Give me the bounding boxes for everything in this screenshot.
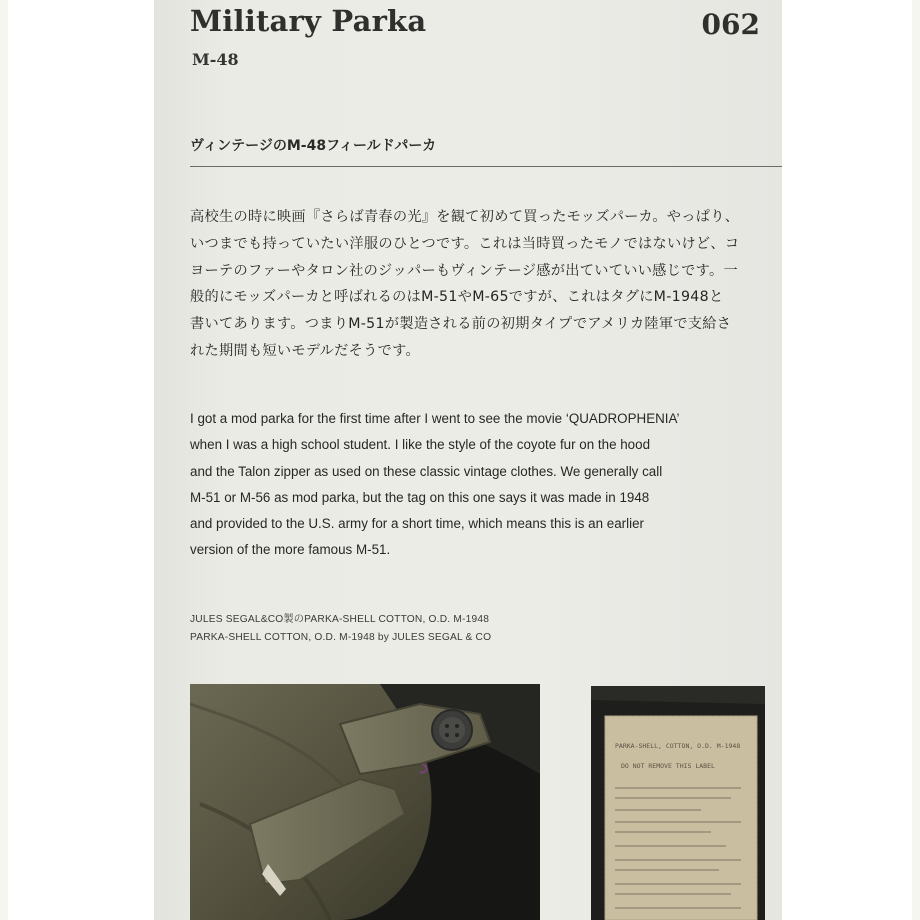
en-line: and the Talon zipper as used on these classic vintage clothes. We generally call	[190, 463, 663, 479]
caption-japanese: JULES SEGAL&CO製のPARKA-SHELL COTTON, O.D. M-1948	[190, 614, 490, 625]
photo-captions	[190, 611, 750, 647]
parka-label-illustration	[591, 686, 765, 920]
jp-line: ヨーテのファーやタロン社のジッパーもヴィンテージ感が出ていていい感じです。一	[190, 262, 738, 279]
page-number: 062	[701, 8, 760, 41]
parka-cuff-photo	[190, 684, 540, 920]
en-line: I got a mod parka for the first time after I went to see the movie ‘QUADROPHENIA’	[190, 411, 680, 426]
scan-frame	[8, 0, 912, 920]
heading-divider	[190, 166, 782, 167]
jp-line: 高校生の時に映画『さらば青春の光』を観て初めて買ったモッズパーカ。やっぱり、	[190, 209, 740, 225]
en-line: and provided to the U.S. army for a short time, which means this is an earlier	[190, 516, 644, 532]
jp-line: れた期間も短いモデルだそうです。	[190, 342, 420, 359]
en-line: version of the more famous M-51.	[190, 542, 391, 558]
en-line: when I was a high school student. I like the style of the coyote fur on the hood	[190, 437, 651, 453]
jp-line: 書いてあります。つまりM-51が製造される前の初期タイプでアメリカ陸軍で支給さ	[190, 316, 732, 333]
label-line-2: DO NOT REMOVE THIS LABEL	[621, 762, 715, 770]
en-line: M-51 or M-56 as mod parka, but the tag on this one says it was made in 1948	[190, 489, 650, 505]
model-subtitle: M-48	[192, 50, 239, 69]
caption-english: PARKA-SHELL COTTON, O.D. M-1948 by JULES SEGAL & CO	[190, 632, 492, 643]
parka-cuff-illustration	[190, 684, 540, 920]
japanese-heading: ヴィンテージのM-48フィールドパーカ	[190, 138, 437, 154]
parka-label-photo	[591, 686, 765, 920]
english-body	[190, 406, 765, 564]
page-title: Military Parka	[190, 4, 427, 38]
jp-line: 般的にモッズパーカと呼ばれるのはM-51やM-65ですが、これはタグにM-1948と	[190, 289, 724, 306]
book-page	[154, 0, 782, 920]
label-line-1: PARKA-SHELL, COTTON, O.D. M-1948	[615, 742, 741, 750]
japanese-body	[190, 204, 770, 365]
jp-line: いつまでも持っていたい洋服のひとつです。これは当時買ったモノではないけど、コ	[190, 235, 740, 252]
